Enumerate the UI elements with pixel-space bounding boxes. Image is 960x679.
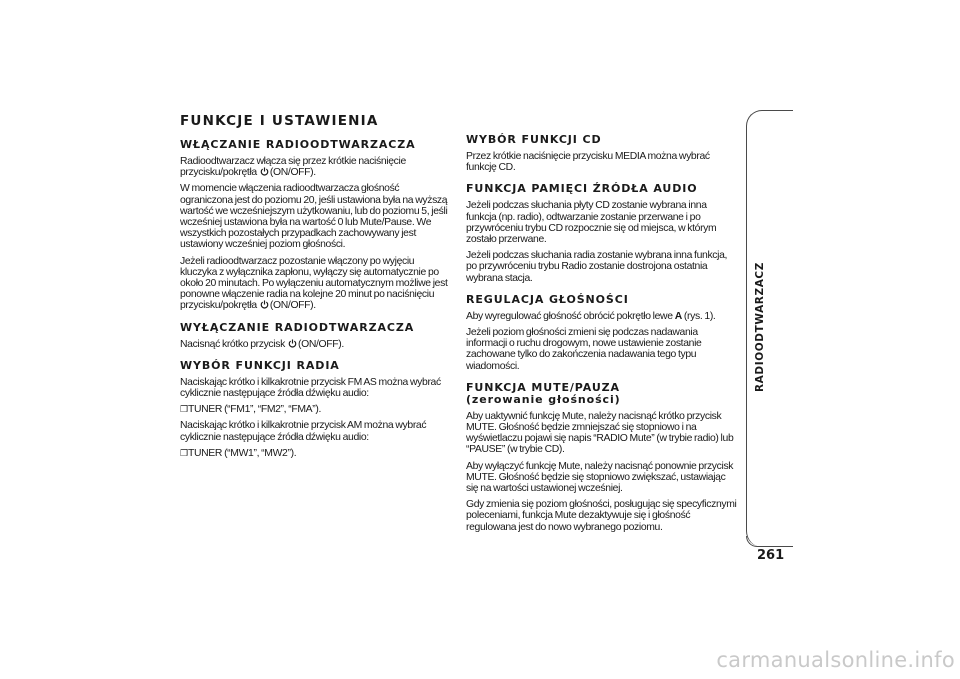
list-item: ❒ TUNER (“MW1”, “MW2”). xyxy=(180,447,297,459)
left-column xyxy=(180,113,448,464)
paragraph: Gdy zmienia się poziom głośności, posługując się specyficznymi poleceniami, funkcja Mute dezaktywuje się i głośność regulowana jest do nowo wybranego poziomu. xyxy=(466,499,737,533)
paragraph: Jeżeli radioodtwarzacz pozostanie włączony po wyjęciu kluczyka z wyłącznika zapłonu, wyłączy się automatycznie po około 20 minutach. Po wyłączeniu automatycznym możliwe jest ponowne włączenie radia na kolejne 20 minut po naciśnięciu przycisku/pokrętła (ON/OFF). xyxy=(180,255,448,312)
heading-radio-function: WYBÓR FUNKCJI RADIA xyxy=(180,358,340,372)
paragraph: Naciskając krótko i kilkakrotnie przycisk FM AS można wybrać cyklicznie następujące źródła dźwięku audio: xyxy=(180,376,441,400)
page-title: FUNKCJE I USTAWIENIA xyxy=(180,113,379,129)
paragraph: Przez krótkie naciśnięcie przycisku MEDIA można wybrać funkcję CD. xyxy=(466,151,710,174)
paragraph: Jeżeli podczas słuchania płyty CD zostanie wybrana inna funkcja (np. radio), odtwarzanie zostanie przerwane i po przywróceniu trybu CD rozpocznie się od miejsca, w którym zostało przerwane. xyxy=(466,200,717,246)
power-icon xyxy=(260,167,269,176)
heading-volume: REGULACJA GŁOŚNOŚCI xyxy=(466,292,629,306)
heading-cd-function: WYBÓR FUNKCJI CD xyxy=(466,133,602,146)
paragraph: Jeżeli poziom głośności zmieni się podczas nadawania informacji o ruchu drogowym, nowe ustawienie zostanie zachowane tylko do zakończenia nadawania tego typu wiadomości. xyxy=(466,327,702,372)
page-number: 261 xyxy=(757,548,785,563)
paragraph: Aby wyregulować głośność obrócić pokrętło lewe A (rys. 1). xyxy=(466,310,716,322)
right-column xyxy=(466,134,738,538)
paragraph: Nacisnąć krótko przycisk (ON/OFF). xyxy=(180,338,344,350)
power-icon xyxy=(288,339,297,348)
heading-mute: FUNKCJA MUTE/PAUZA (zerowanie głośności) xyxy=(466,380,621,406)
paragraph: Radioodtwarzacz włącza się przez krótkie naciśnięcie przycisku/pokrętła (ON/OFF). xyxy=(180,156,406,179)
paragraph: Jeżeli podczas słuchania radia zostanie wybrana inna funkcja, po przywróceniu trybu Radio zostanie dostrojona ostatnia wybrana stacja. xyxy=(466,250,728,284)
paragraph: Naciskając krótko i kilkakrotnie przycisk AM można wybrać cyklicznie następujące źródła dźwięku audio: xyxy=(180,420,427,443)
heading-radio-on: WŁĄCZANIE RADIOODTWARZACZA xyxy=(180,138,416,151)
heading-audio-memory: FUNKCJA PAMIĘCI ŹRÓDŁA AUDIO xyxy=(466,182,698,196)
section-tab-bottom xyxy=(746,536,793,547)
section-label: RADIOODTWARZACZ xyxy=(754,262,766,392)
heading-radio-off: WYŁĄCZANIE RADIODTWARZACZA xyxy=(180,320,415,334)
paragraph: Aby uaktywnić funkcję Mute, należy nacisnąć krótko przycisk MUTE. Głośność będzie zmniejszać się stopniowo i na wyświetlaczu pojawi się napis “RADIO Mute” (w trybie radio) lub “PAUSE” (w trybie CD). xyxy=(466,410,734,456)
bullet-icon: ❒ xyxy=(180,404,188,415)
paragraph: W momencie włączenia radioodtwarzacza głośność ograniczona jest do poziomu 20, jeśli ustawiona była na wyższą wartość we wcześniejszym użytkowaniu, lub do poziomu 5, jeśli wcześniej ustawiona była na wartość 0 lub Mute/Pause. We wszystkich pozostałych przypadkach zachowywany jest ustawiony wcześniej poziom głośności. xyxy=(180,183,448,251)
watermark: carmanualsonline.info xyxy=(716,648,955,672)
power-icon xyxy=(260,300,269,309)
paragraph: Aby wyłączyć funkcję Mute, należy nacisnąć ponownie przycisk MUTE. Głośność będzie się stopniowo zwiększać, ustawiając się na wartości ustawionej wcześniej. xyxy=(466,460,734,495)
list-item: ❒ TUNER (“FM1”, “FM2”, “FMA”). xyxy=(180,404,321,416)
bullet-icon: ❒ xyxy=(180,447,188,458)
